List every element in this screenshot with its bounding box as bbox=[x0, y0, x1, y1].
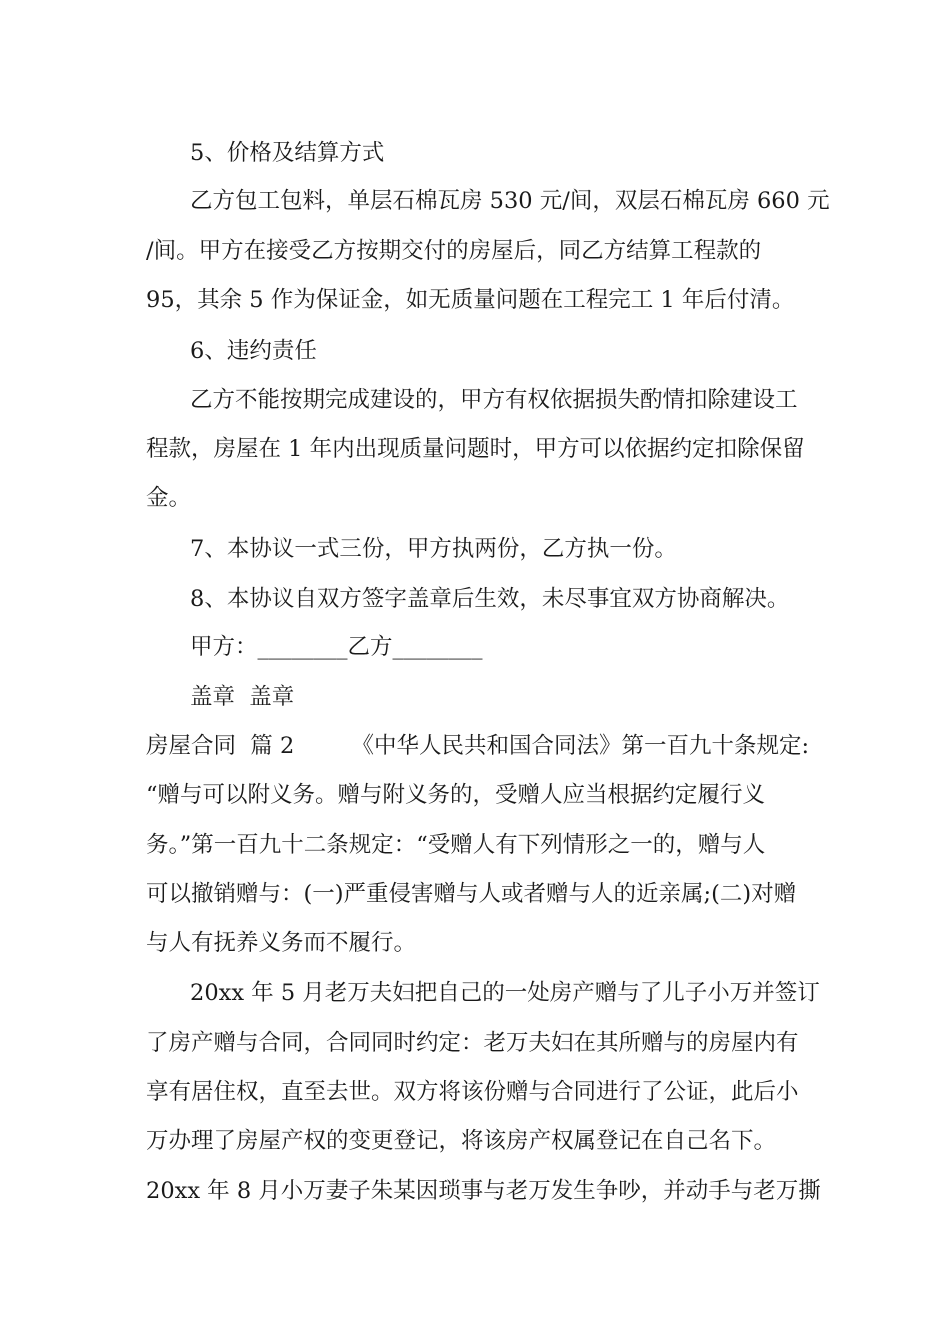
paragraph-line: 享有居住权，直至去世。双方将该份赠与合同进行了公证，此后小 bbox=[146, 1079, 799, 1105]
contract-title-line: 房屋合同 篇 2 《中华人民共和国合同法》第一百九十条规定: bbox=[146, 733, 810, 759]
paragraph-line: 20xx 年 5 月老万夫妇把自己的一处房产赠与了儿子小万并签订 bbox=[190, 980, 820, 1006]
paragraph-line: 20xx 年 8 月小万妻子朱某因琐事与老万发生争吵，并动手与老万撕 bbox=[146, 1178, 821, 1204]
paragraph-line: 乙方不能按期完成建设的，甲方有权依据损失酌情扣除建设工 bbox=[190, 387, 798, 413]
paragraph-line: “赠与可以附义务。赠与附义务的，受赠人应当根据约定履行义 bbox=[146, 782, 766, 808]
paragraph-line: /间。甲方在接受乙方按期交付的房屋后，同乙方结算工程款的 bbox=[146, 238, 762, 264]
paragraph-line: 乙方包工包料，单层石棉瓦房 530 元/间，双层石棉瓦房 660 元 bbox=[190, 188, 830, 214]
paragraph-line: 了房产赠与合同，合同同时约定：老万夫妇在其所赠与的房屋内有 bbox=[146, 1030, 799, 1056]
paragraph-line: 金。 bbox=[146, 485, 192, 511]
paragraph-line: 程款，房屋在 1 年内出现质量问题时，甲方可以依据约定扣除保留 bbox=[146, 436, 805, 462]
section-heading-price: 5、价格及结算方式 bbox=[190, 140, 385, 166]
paragraph-line: 95，其余 5 作为保证金，如无质量问题在工程完工 1 年后付清。 bbox=[146, 287, 795, 313]
paragraph-line: 务。”第一百九十二条规定：“受赠人有下列情形之一的，赠与人 bbox=[146, 832, 766, 858]
clause-effective: 8、本协议自双方签字盖章后生效，未尽事宜双方协商解决。 bbox=[190, 586, 790, 612]
clause-copies: 7、本协议一式三份，甲方执两份，乙方执一份。 bbox=[190, 536, 677, 562]
paragraph-line: 万办理了房屋产权的变更登记，将该房产权属登记在自己名下。 bbox=[146, 1128, 777, 1154]
paragraph-line: 与人有抚养义务而不履行。 bbox=[146, 930, 417, 956]
paragraph-line: 可以撤销赠与：(一)严重侵害赠与人或者赠与人的近亲属;(二)对赠 bbox=[146, 881, 797, 907]
seal-line: 盖章 盖章 bbox=[190, 684, 295, 710]
section-heading-liability: 6、违约责任 bbox=[190, 338, 317, 364]
signature-line: 甲方：________乙方________ bbox=[190, 634, 483, 660]
